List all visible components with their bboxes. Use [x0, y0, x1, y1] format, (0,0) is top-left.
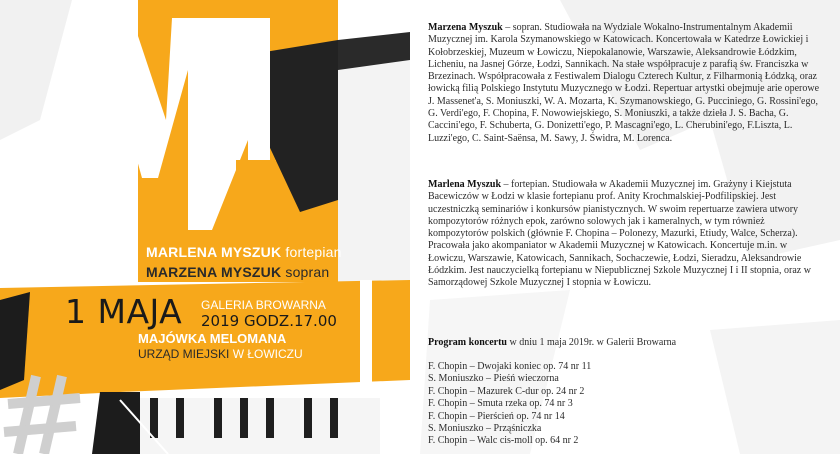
program-item: F. Chopin – Mazurek C-dur op. 24 nr 2 — [428, 385, 585, 397]
performer-pianist — [146, 244, 342, 260]
concert-poster — [0, 0, 410, 454]
program-list — [428, 361, 591, 448]
soprano-bio-text: – sopran. Studiowała na Wydziale Wokalno-Instrumentalnym Akademii Muzycznej im. Karola Szymanowskiego w Katowicach. Koncertowała w Katedrze Łowickiej i Kołobrzeskiej, Muzeum w Łowiczu, Niepokalanowie, Warszawie, Aleksandrowie Łódzkim, Licheniu, na Jasnej Górze, Łodzi, Sannikach. Na stałe współpracuje z parafią św. Franciszka w Brzezinach. Współpracowała z Festiwalem Dialogu Czterech Kultur, z Filharmonią Łódzką, oraz łowicką filią Polskiego Instytutu Muzycznego w Łodzi. Repertuar artystki obejmuje arie operowe J. Massenet'a, S. Moniuszki, W. A. Mozarta, K. Szymanowskiego, G. Pucciniego, G. Rossini'ego, G. Verdi'ego, F. Chopina, F. Nowowiejskiego, S. Moniuszki, a także dzieła J. S. Bacha, G. Caccini'ego, F. Schuberta, G. Donizetti'ego, P. Mascagni'ego, L. Cherubini'ego, F.Liszta, L. Luzzi'ego, C. Saint-Saënsa, M. Sawy, J. Świdra, M. Lorenca. — [428, 22, 820, 144]
program-item: F. Chopin – Pierścień op. 74 nr 14 — [428, 410, 565, 422]
performer-2-name: MARZENA MYSZUK — [146, 264, 282, 280]
program-item: S. Moniuszko – Pieśń wieczorna — [428, 373, 559, 385]
program-heading — [428, 337, 676, 348]
performer-soprano — [146, 264, 329, 280]
event-name: MAJÓWKA MELOMANA — [138, 331, 287, 346]
performer-1-role: fortepian — [285, 244, 342, 260]
soprano-biography — [428, 22, 826, 145]
program-item: F. Chopin – Dwojaki koniec op. 74 nr 11 — [428, 361, 592, 372]
organizer-city: W ŁOWICZU — [232, 347, 303, 361]
program-subtitle: w dniu 1 maja 2019r. w Galerii Browarna — [506, 337, 677, 348]
event-time: 2019 GODZ.17.00 — [201, 312, 337, 330]
organizer-name: URZĄD MIEJSKI — [138, 347, 230, 361]
grey-shard — [0, 0, 72, 140]
program-title: Program koncertu — [428, 337, 507, 348]
pianist-bio-name: Marlena Myszuk — [428, 179, 502, 190]
piano-keys — [140, 398, 380, 454]
soprano-bio-name: Marzena Myszuk — [428, 22, 503, 33]
event-date: 1 MAJA — [65, 292, 183, 331]
program-item: F. Chopin – Walc cis-moll op. 64 nr 2 — [428, 435, 579, 447]
letter-accent — [236, 160, 276, 230]
concert-info-panel — [410, 0, 840, 454]
program-item: F. Chopin – Smuta rzeka op. 74 nr 3 — [428, 398, 573, 410]
pianist-bio-text: – fortepian. Studiowała w Akademii Muzycznej im. Grażyny i Kiejstuta Bacewiczów w Łodzi w klasie fortepianu prof. Anity Krochmalskiej-Podfilipskiej. Jest uczestniczką seminariów i konkursów pianistycznych. W swoim repertuarze zawiera utwory kompozytorów różnych epok, zarówno solowych jak i kameralnych, w tym również kompozytorów polskich (głównie F. Chopina – Polonezy, Mazurki, Etiudy, Walce, Scherza). Pracowała jako akompaniator w Akademii Muzycznej w Katowicach. Koncertuje m.in. w Łowiczu, Warszawie, Katowicach, Sannikach, Sochaczewie, Łodzi, Sieradzu, Aleksandrowie Łódzkim. Jest nauczycielką fortepianu w Niepublicznej Szkole Muzycznej I i II stopnia, oraz w Samorządowej Szkole Muzycznej I stopnia w Łowiczu. — [428, 179, 811, 289]
poster-artwork — [0, 0, 410, 454]
event-organizer — [138, 347, 303, 361]
event-venue: GALERIA BROWARNA — [201, 298, 326, 312]
program-item: S. Moniuszko – Prząśniczka — [428, 423, 542, 435]
piano-leg — [92, 392, 140, 454]
performer-2-role: sopran — [285, 264, 330, 280]
pianist-biography — [428, 179, 826, 290]
performer-1-name: MARLENA MYSZUK — [146, 244, 282, 260]
